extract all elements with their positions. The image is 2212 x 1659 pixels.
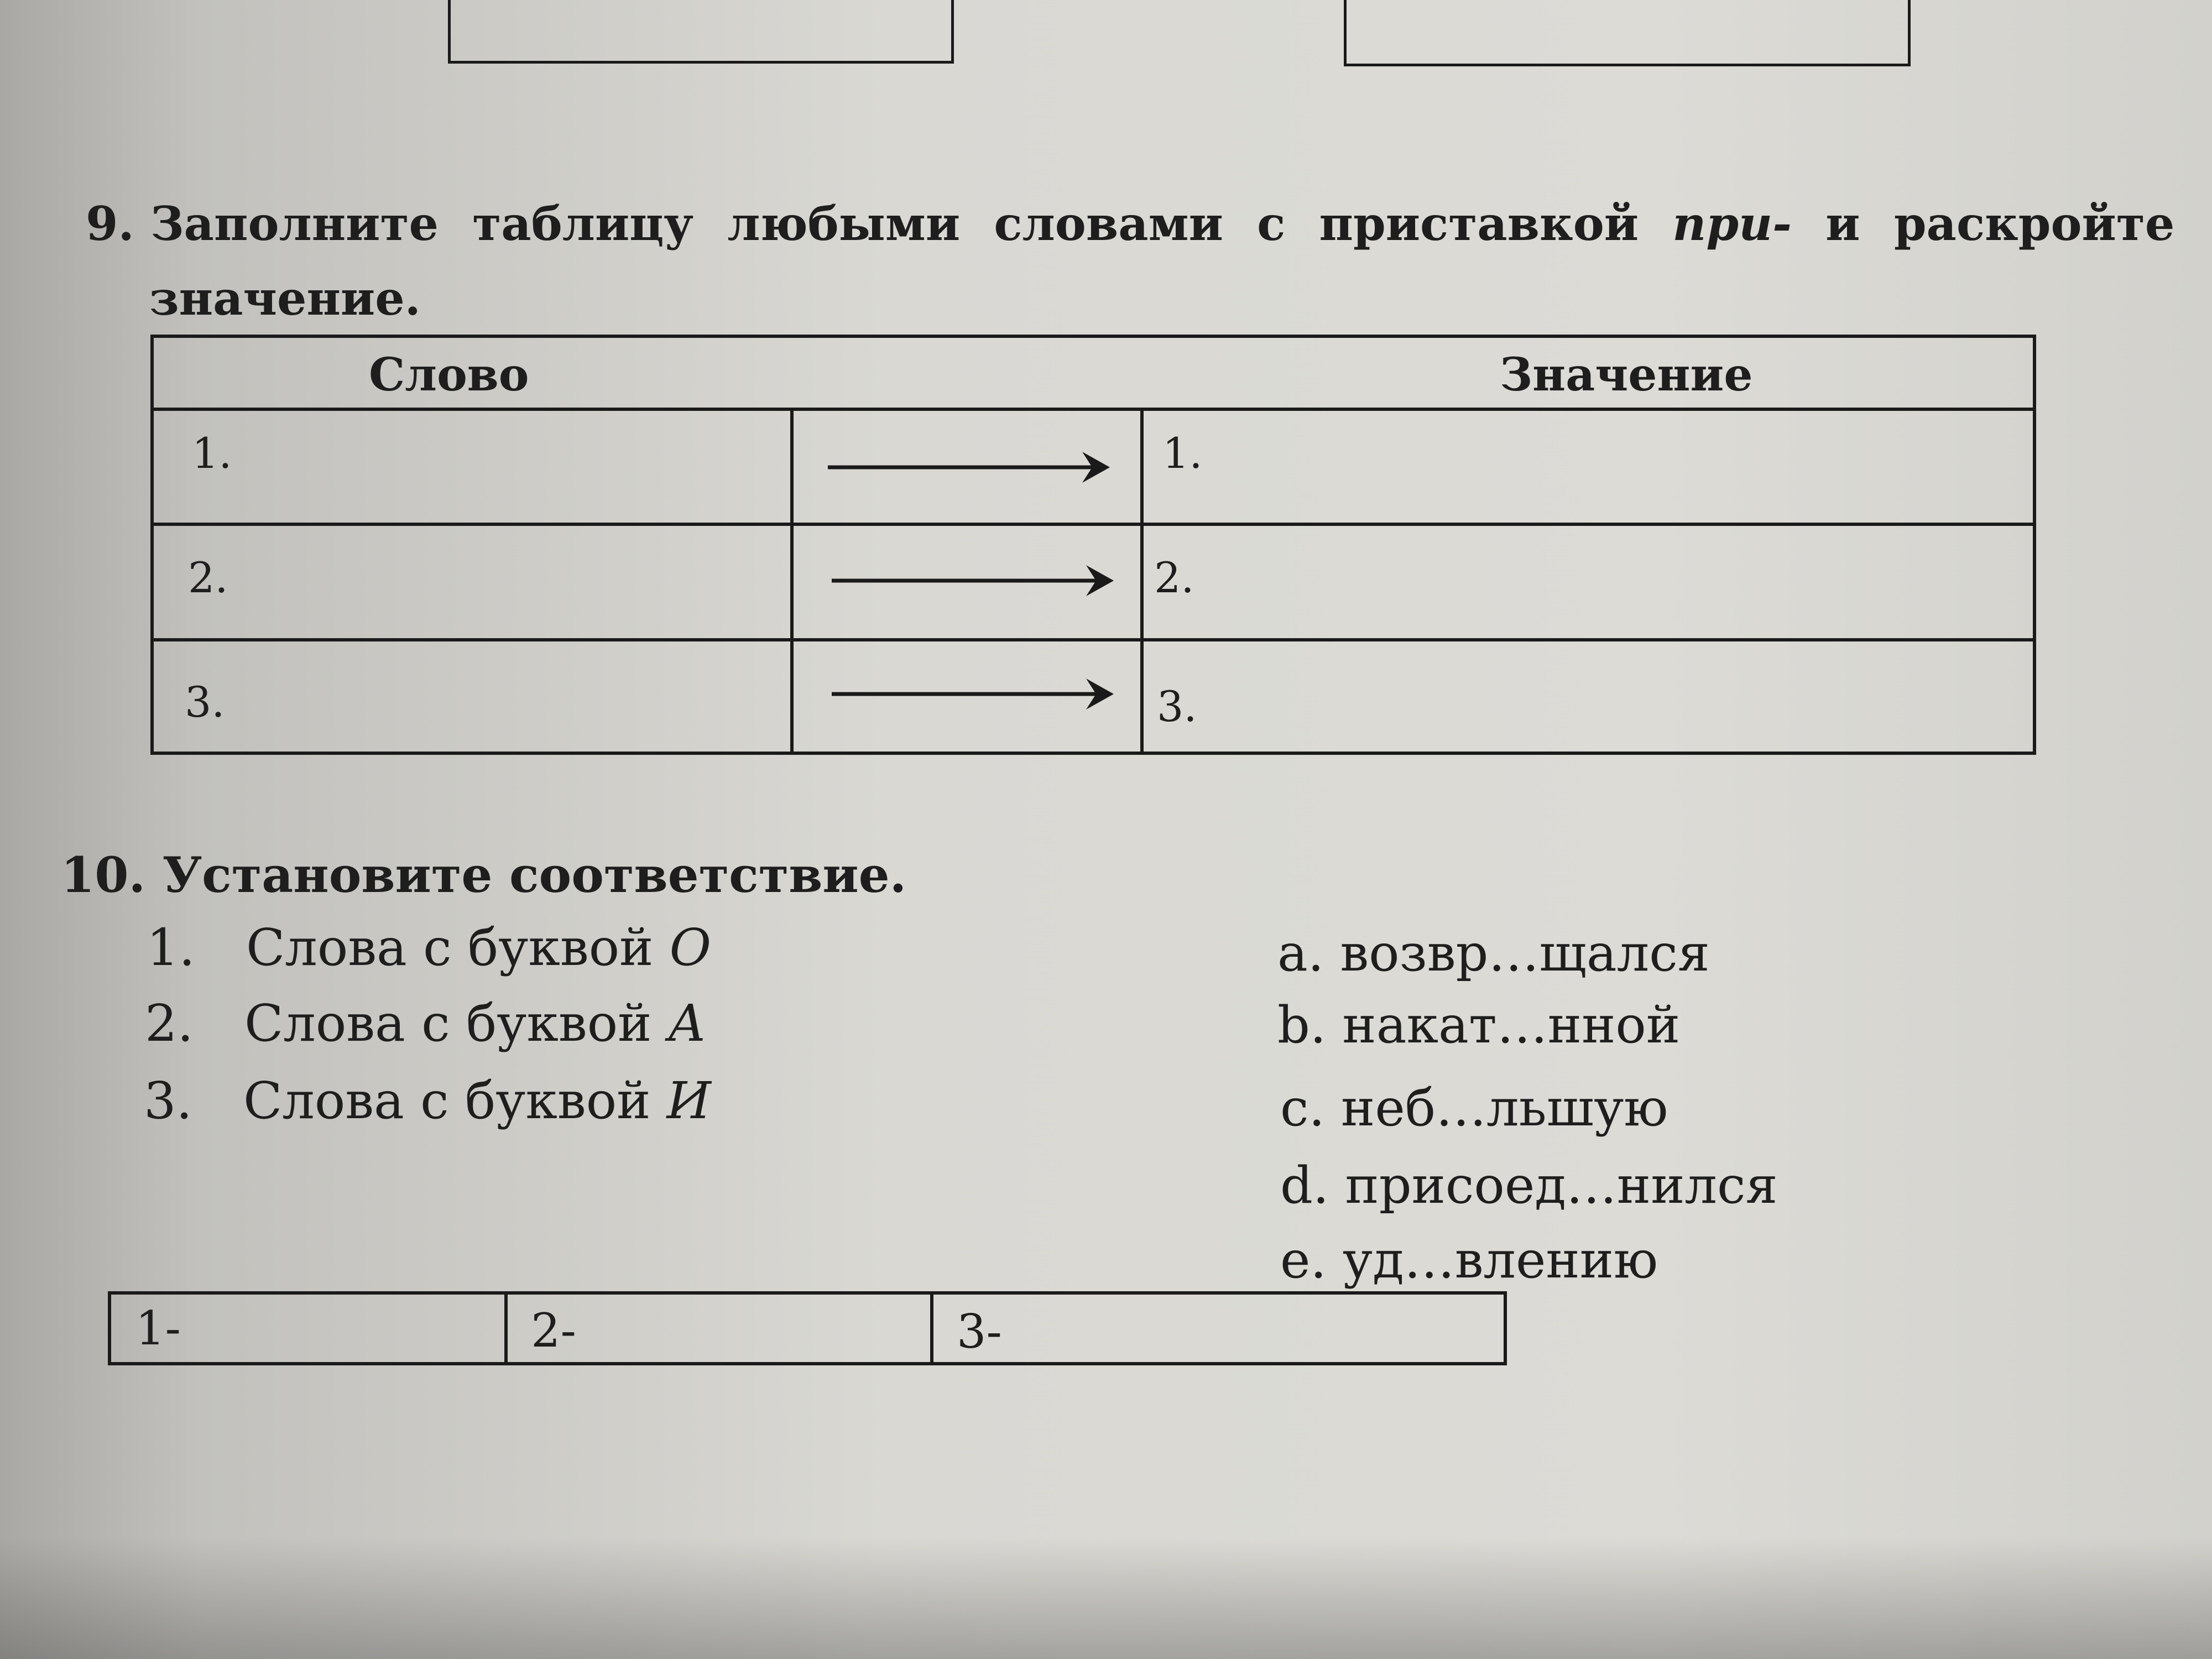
task9-table [150, 335, 2036, 755]
left-item-1 [147, 918, 711, 977]
task10-title: Установите соответствие. [162, 846, 907, 904]
task10-heading [61, 846, 906, 904]
right-item-c: c. неб…льшую [1280, 1078, 1668, 1138]
row-2-arrow-icon [832, 559, 1119, 603]
left-item-2 [145, 994, 706, 1053]
left-item-2-number: 2. [145, 994, 194, 1053]
left-item-3-text: Слова с буквой [243, 1071, 667, 1130]
answer-cell-2[interactable]: 2- [531, 1303, 576, 1358]
table-row-3-meaning-number: 3. [1157, 682, 1197, 731]
row-3-arrow-icon [832, 672, 1119, 716]
table-row-1-word-number: 1. [192, 429, 232, 478]
right-item-a: a. возвр…щался [1277, 924, 1710, 983]
answer-table [108, 1291, 1507, 1374]
task9-text-after: и раскройте [1792, 196, 2175, 251]
page-bottom-shadow [0, 1537, 2212, 1659]
left-item-1-letter: О [669, 918, 712, 977]
right-item-b: b. накат…нной [1277, 995, 1681, 1055]
answer-cell-3[interactable]: 3- [957, 1305, 1002, 1359]
left-item-1-number: 1. [147, 918, 195, 977]
previous-task-box-left [448, 0, 954, 64]
task9-heading-line1 [86, 196, 2174, 251]
left-item-3-number: 3. [144, 1071, 192, 1130]
left-item-2-letter: А [667, 994, 707, 1053]
answer-cell-1[interactable]: 1- [135, 1301, 181, 1355]
left-item-1-text: Слова с буквой [246, 918, 670, 977]
task9-heading-line2: значение. [149, 271, 421, 326]
task9-prefix: при- [1672, 196, 1792, 251]
table-row-1-meaning-number: 1. [1162, 429, 1203, 478]
task9-text-before: Заполните таблицу любыми словами с приставкой [150, 196, 1673, 251]
left-item-3-letter: И [666, 1071, 711, 1130]
table-row-2-word-number: 2. [188, 553, 228, 602]
task9-number: 9. [86, 196, 134, 251]
table-row-3-word-number: 3. [185, 677, 225, 727]
table-header-word: Слово [369, 348, 529, 401]
left-item-3 [144, 1071, 711, 1130]
task10-number: 10. [61, 846, 146, 904]
right-item-e: e. уд…влению [1280, 1230, 1658, 1290]
table-row-2-meaning-number: 2. [1154, 553, 1194, 602]
right-item-d: d. присоед…нился [1280, 1156, 1778, 1215]
table-header-meaning: Значение [1500, 348, 1753, 401]
left-item-2-text: Слова с буквой [244, 994, 668, 1053]
answer-table-grid [108, 1291, 1507, 1374]
row-1-arrow-icon [828, 445, 1115, 489]
previous-task-box-right [1344, 0, 1911, 66]
